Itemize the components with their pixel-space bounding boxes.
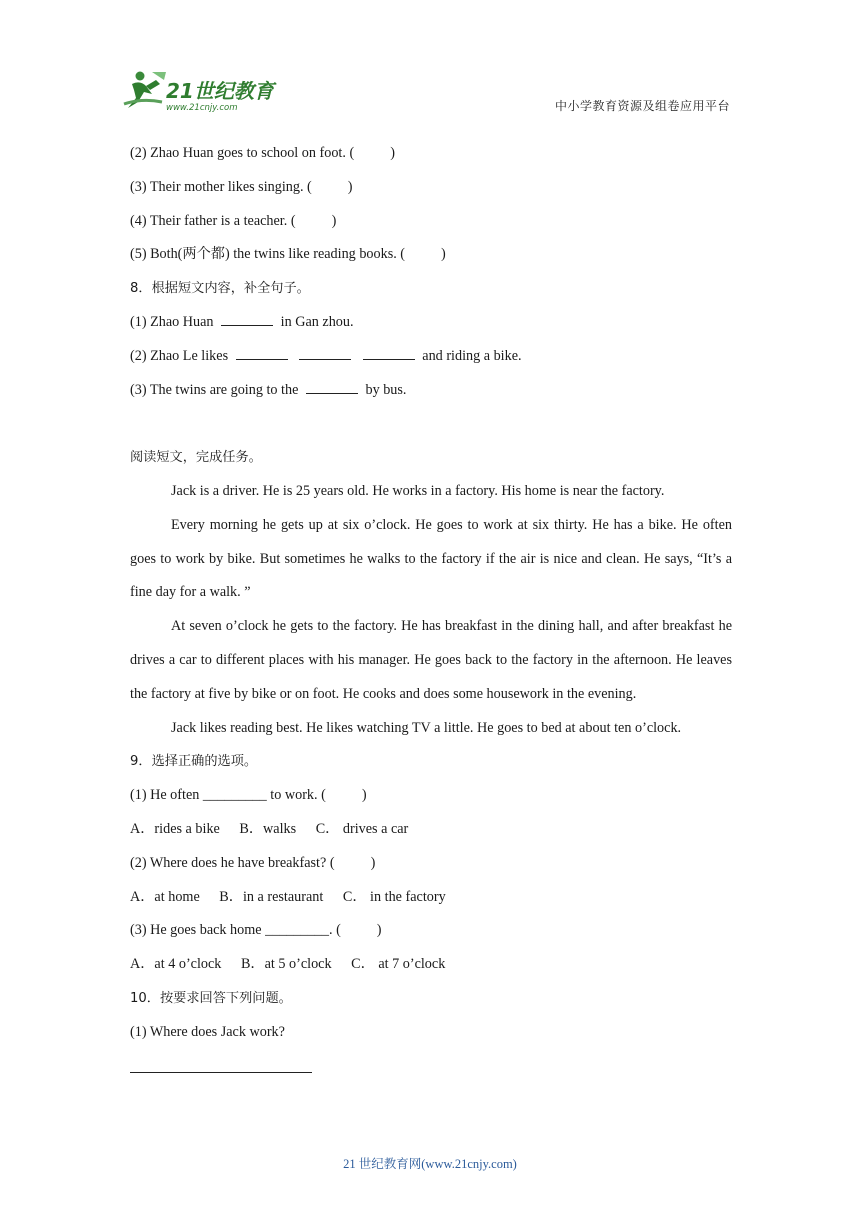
option-a[interactable]: A．rides a bike	[130, 820, 220, 837]
reading-paragraph-3: At seven o’clock he gets to the factory. He has breakfast in the dining hall, and after breakfast he drives a car to different places with his manager. He goes back to the factory in the afternoon. He leaves the factory at five by bike or on foot. He cooks and does some housework in the evening.	[130, 618, 732, 702]
option-c[interactable]: C． at 7 o’clock	[351, 956, 446, 973]
reading-instruction: 阅读短文，完成任务。	[130, 450, 262, 466]
fill-blank[interactable]	[363, 347, 415, 360]
page-footer: 21 世纪教育网(www.21cnjy.com)	[343, 1157, 517, 1171]
option-b[interactable]: B．walks	[239, 820, 297, 837]
logo-21cnjy	[122, 68, 292, 114]
header-platform-text: 中小学教育资源及组卷应用平台	[554, 99, 730, 113]
q9-options-3	[130, 948, 732, 982]
q9-question-3: (3) He goes back home _________. ( )	[130, 922, 382, 939]
q9-question-1: (1) He often _________ to work. ( )	[130, 787, 367, 804]
option-a[interactable]: A．at home	[130, 888, 200, 905]
statement-4: (4) Their father is a teacher. ( )	[130, 212, 337, 229]
question-10-title: 10．按要求回答下列问题。	[130, 990, 292, 1006]
statement-5: (5) Both(两个都) the twins like reading books. ( )	[130, 246, 446, 263]
option-c[interactable]: C． in the factory	[342, 888, 446, 905]
document-content	[130, 137, 732, 1073]
page-header	[0, 0, 860, 120]
answer-line[interactable]	[130, 1050, 312, 1073]
q9-question-2: (2) Where does he have breakfast? ( )	[130, 854, 376, 871]
fill-blank[interactable]	[221, 313, 273, 326]
q9-options-1	[130, 813, 732, 847]
q8-sentence-3: (3) The twins are going to the by bus.	[130, 381, 407, 398]
option-a[interactable]: A．at 4 o’clock	[130, 956, 222, 973]
q9-options-2	[130, 881, 732, 915]
option-c[interactable]: C． drives a car	[315, 820, 409, 837]
fill-blank[interactable]	[306, 381, 358, 394]
q8-sentence-2: (2) Zhao Le likes and riding a bike.	[130, 347, 522, 364]
question-8-title: 8．根据短文内容，补全句子。	[130, 281, 310, 297]
statement-3: (3) Their mother likes singing. ( )	[130, 178, 353, 195]
q8-sentence-1: (1) Zhao Huan in Gan zhou.	[130, 313, 354, 330]
reading-paragraph-4: Jack likes reading best. He likes watching TV a little. He goes to bed at about ten o’clock.	[171, 719, 682, 736]
q10-question-1: (1) Where does Jack work?	[130, 1023, 285, 1040]
reading-paragraph-2: Every morning he gets up at six o’clock. He goes to work at six thirty. He has a bike. He often goes to work by bike. But sometimes he walks to the factory if the air is nice and clean. He says, “It’s a fine day for a walk. ”	[130, 516, 732, 601]
svg-text:21世纪教育: 21世纪教育	[166, 79, 274, 103]
question-9-title: 9．选择正确的选项。	[130, 754, 258, 770]
option-b[interactable]: B．in a restaurant	[219, 888, 324, 905]
reading-paragraph-1: Jack is a driver. He is 25 years old. He works in a factory. His home is near the factory.	[171, 482, 665, 499]
fill-blank[interactable]	[299, 347, 351, 360]
option-b[interactable]: B．at 5 o’clock	[240, 956, 332, 973]
statement-2: (2) Zhao Huan goes to school on foot. ( )	[130, 145, 395, 161]
svg-text:www.21cnjy.com: www.21cnjy.com	[166, 103, 238, 113]
fill-blank[interactable]	[236, 347, 288, 360]
